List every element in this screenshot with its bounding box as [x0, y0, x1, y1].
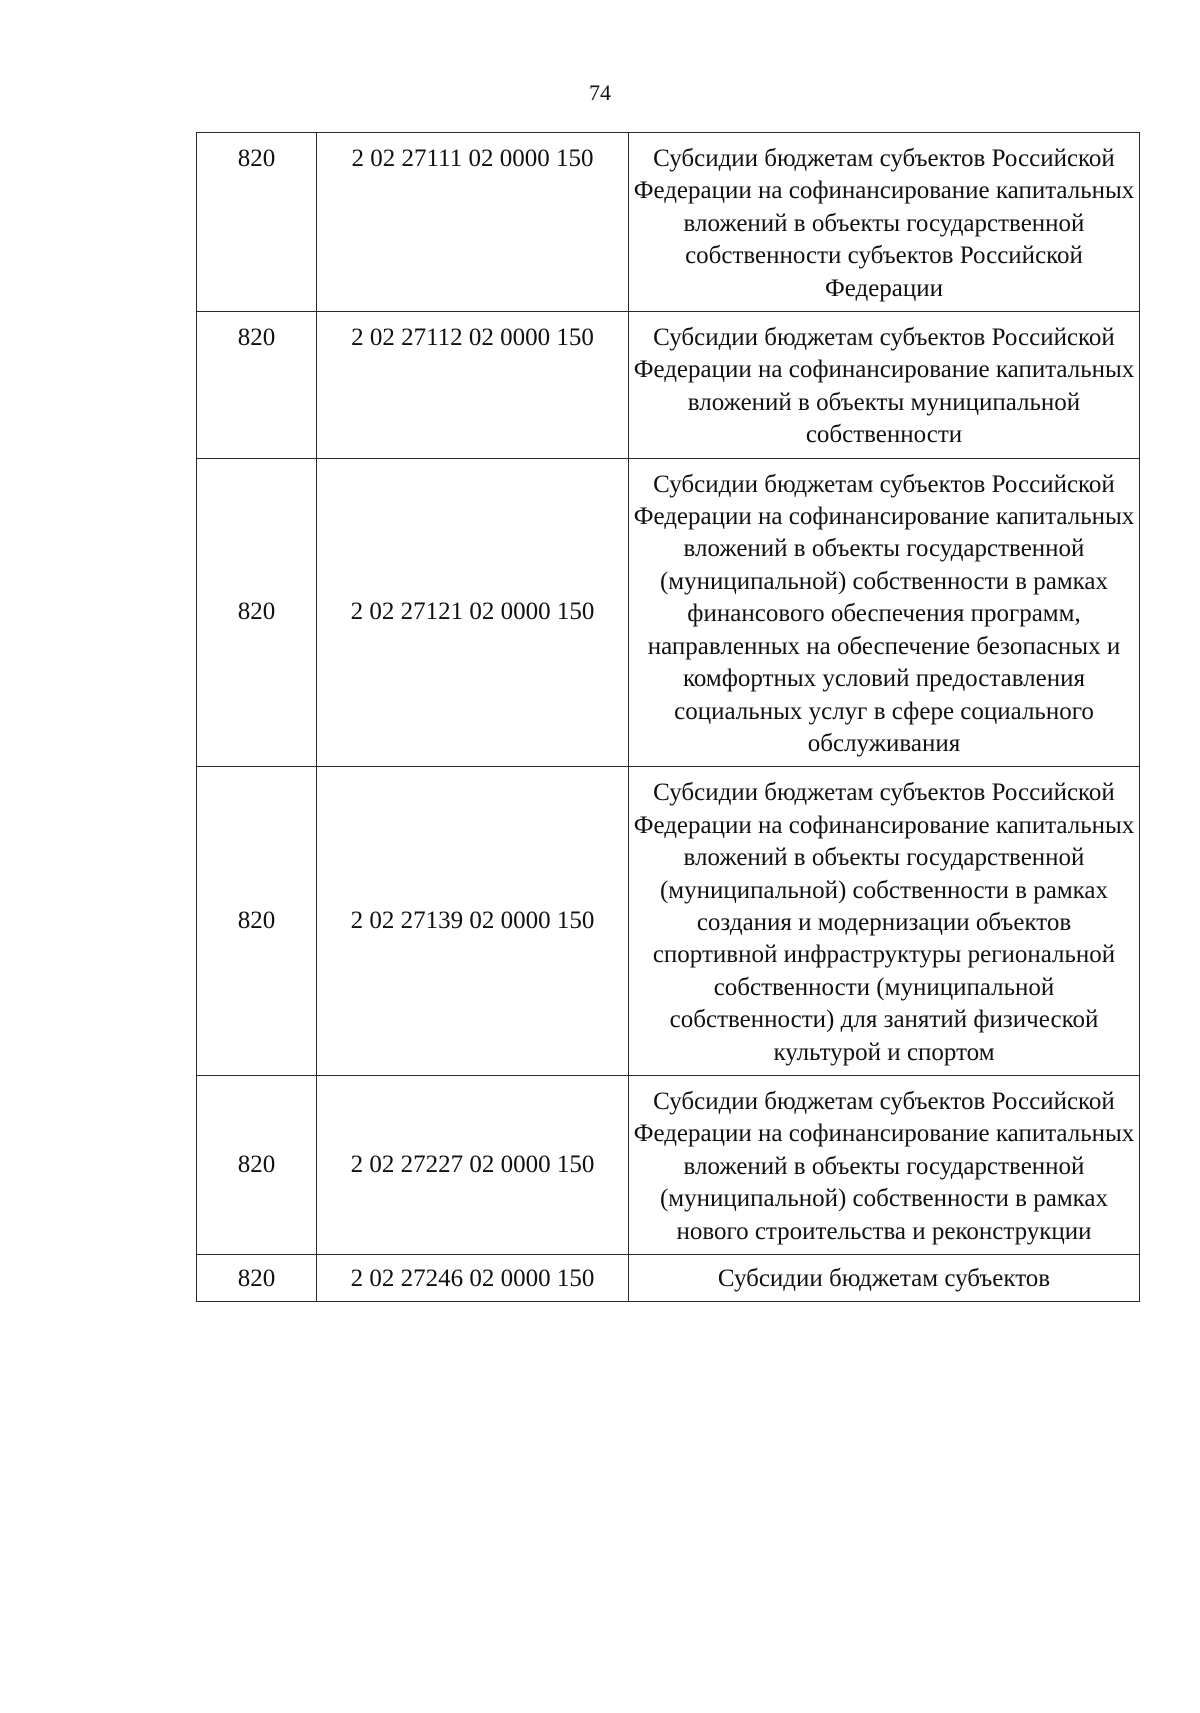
kbk-code-cell: 2 02 27121 02 0000 150: [317, 458, 629, 767]
admin-code-cell: 820: [197, 312, 317, 459]
kbk-code-cell: 2 02 27112 02 0000 150: [317, 312, 629, 459]
budget-classification-table: [196, 132, 1140, 1302]
admin-code-cell: 820: [197, 1075, 317, 1254]
revenue-name-cell: Субсидии бюджетам субъектов Российской Федерации на софинансирование капитальных вложений в объекты государственной собственности субъектов Российской Федерации: [629, 133, 1140, 312]
table-row: [197, 133, 1140, 312]
table-row: [197, 1075, 1140, 1254]
table-row: [197, 767, 1140, 1076]
kbk-code-cell: 2 02 27139 02 0000 150: [317, 767, 629, 1076]
admin-code-cell: 820: [197, 767, 317, 1076]
admin-code-cell: 820: [197, 133, 317, 312]
page-number: 74: [589, 80, 611, 105]
kbk-code-cell: 2 02 27246 02 0000 150: [317, 1255, 629, 1302]
revenue-name-cell: Субсидии бюджетам субъектов Российской Федерации на софинансирование капитальных вложений в объекты государственной (муниципальной) собственности в рамках создания и модернизации объектов спортивной инфраструктуры региональной собственности (муниципальной собственности) для занятий физической культурой и спортом: [629, 767, 1140, 1076]
revenue-name-cell: Субсидии бюджетам субъектов Российской Федерации на софинансирование капитальных вложений в объекты государственной (муниципальной) собственности в рамках финансового обеспечения программ, направленных на обеспечение безопасных и комфортных условий предоставления социальных услуг в сфере социального обслуживания: [629, 458, 1140, 767]
kbk-code-cell: 2 02 27227 02 0000 150: [317, 1075, 629, 1254]
table-row: [197, 1255, 1140, 1302]
revenue-name-cell: Субсидии бюджетам субъектов Российской Федерации на софинансирование капитальных вложений в объекты муниципальной собственности: [629, 312, 1140, 459]
revenue-name-cell: Субсидии бюджетам субъектов Российской Федерации на софинансирование капитальных вложений в объекты государственной (муниципальной) собственности в рамках нового строительства и реконструкции: [629, 1075, 1140, 1254]
admin-code-cell: 820: [197, 1255, 317, 1302]
revenue-name-cell: Субсидии бюджетам субъектов: [629, 1255, 1140, 1302]
admin-code-cell: 820: [197, 458, 317, 767]
table-row: [197, 312, 1140, 459]
table-row: [197, 458, 1140, 767]
kbk-code-cell: 2 02 27111 02 0000 150: [317, 133, 629, 312]
